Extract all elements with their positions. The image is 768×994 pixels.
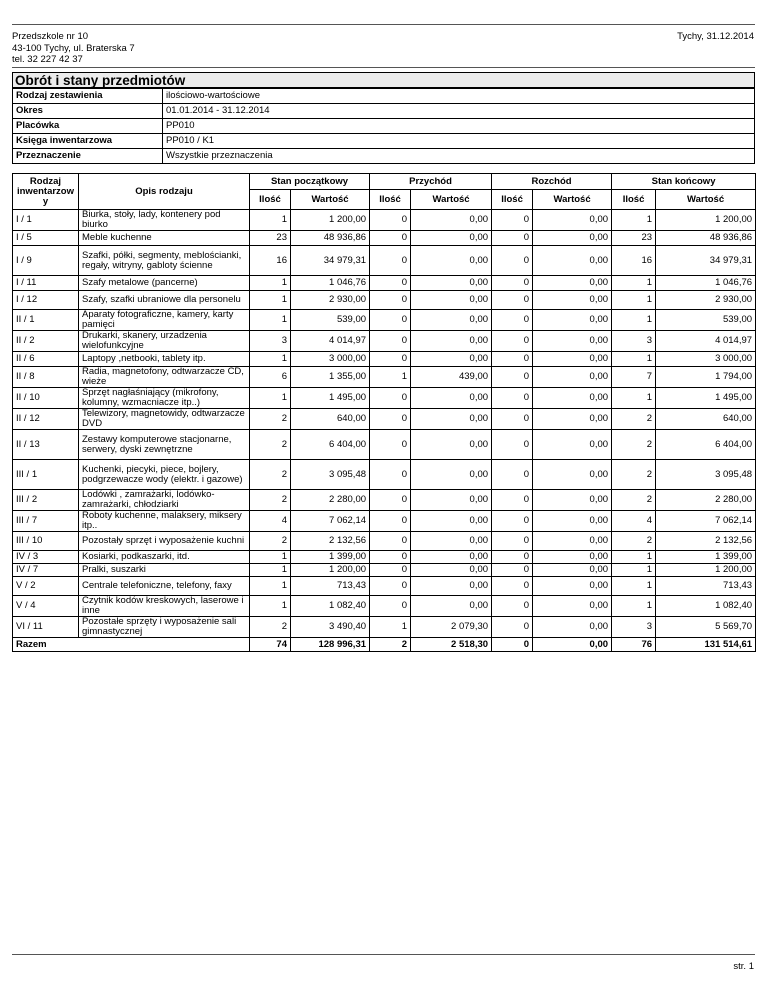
cell-kod: V / 2 (13, 577, 79, 596)
cell-ilosc: 2 (612, 460, 656, 490)
cell-ilosc: 0 (370, 310, 411, 331)
cell-opis: Aparaty fotograficzne, kamery, karty pamięci (79, 310, 250, 331)
table-row (13, 596, 756, 617)
total-wartosc: 131 514,61 (656, 638, 756, 652)
cell-wartosc: 0,00 (411, 490, 492, 511)
cell-wartosc: 0,00 (411, 532, 492, 551)
cell-wartosc: 1 082,40 (656, 596, 756, 617)
cell-wartosc: 1 200,00 (656, 564, 756, 577)
cell-wartosc: 1 495,00 (291, 388, 370, 409)
cell-wartosc: 1 399,00 (291, 551, 370, 564)
cell-opis: Szafy metalowe (pancerne) (79, 276, 250, 291)
cell-kod: II / 8 (13, 367, 79, 388)
cell-wartosc: 1 399,00 (656, 551, 756, 564)
table-row (13, 210, 756, 231)
cell-wartosc: 713,43 (656, 577, 756, 596)
org-name: Przedszkole nr 10 (12, 31, 89, 42)
cell-wartosc: 0,00 (533, 551, 612, 564)
cell-wartosc: 0,00 (533, 596, 612, 617)
cell-wartosc: 0,00 (411, 577, 492, 596)
cell-wartosc: 48 936,86 (656, 231, 756, 246)
cell-ilosc: 1 (250, 352, 291, 367)
cell-kod: II / 12 (13, 409, 79, 430)
cell-ilosc: 23 (250, 231, 291, 246)
cell-ilosc: 1 (250, 210, 291, 231)
cell-ilosc: 4 (250, 511, 291, 532)
cell-wartosc: 1 046,76 (656, 276, 756, 291)
cell-kod: II / 6 (13, 352, 79, 367)
info-value: PP010 / K1 (163, 134, 755, 149)
info-value: ilościowo-wartościowe (163, 89, 755, 104)
cell-opis: Kuchenki, piecyki, piece, bojlery, podgrzewacze wody (elektr. i gazowe) (79, 460, 250, 490)
cell-ilosc: 1 (612, 352, 656, 367)
cell-wartosc: 0,00 (533, 532, 612, 551)
cell-wartosc: 0,00 (411, 409, 492, 430)
cell-kod: III / 7 (13, 511, 79, 532)
cell-opis: Pozostałe sprzęty i wyposażenie sali gimnastycznej (79, 617, 250, 638)
table-row (13, 276, 756, 291)
cell-wartosc: 640,00 (291, 409, 370, 430)
cell-ilosc: 0 (492, 367, 533, 388)
header-rule (12, 67, 755, 68)
cell-ilosc: 16 (250, 246, 291, 276)
cell-wartosc: 0,00 (411, 291, 492, 310)
cell-ilosc: 1 (250, 291, 291, 310)
cell-wartosc: 0,00 (533, 352, 612, 367)
cell-ilosc: 2 (612, 430, 656, 460)
cell-wartosc: 0,00 (411, 231, 492, 246)
cell-wartosc: 0,00 (533, 460, 612, 490)
cell-ilosc: 16 (612, 246, 656, 276)
cell-wartosc: 7 062,14 (656, 511, 756, 532)
cell-ilosc: 0 (492, 430, 533, 460)
group-header-przychod: Przychód (370, 174, 492, 190)
cell-wartosc: 0,00 (533, 409, 612, 430)
info-value: PP010 (163, 119, 755, 134)
table-row (13, 409, 756, 430)
cell-wartosc: 0,00 (411, 596, 492, 617)
cell-ilosc: 0 (370, 291, 411, 310)
cell-wartosc: 0,00 (533, 511, 612, 532)
cell-wartosc: 3 000,00 (291, 352, 370, 367)
org-phone: tel. 32 227 42 37 (12, 54, 83, 65)
info-label: Okres (13, 104, 163, 119)
cell-wartosc: 1 082,40 (291, 596, 370, 617)
table-row (13, 352, 756, 367)
cell-wartosc: 0,00 (533, 231, 612, 246)
col-header-wartosc: Wartość (656, 190, 756, 210)
cell-wartosc: 640,00 (656, 409, 756, 430)
cell-wartosc: 0,00 (533, 430, 612, 460)
cell-ilosc: 2 (612, 409, 656, 430)
cell-ilosc: 1 (250, 577, 291, 596)
cell-ilosc: 0 (492, 388, 533, 409)
cell-wartosc: 0,00 (533, 276, 612, 291)
col-header-ilosc: Ilość (370, 190, 411, 210)
cell-wartosc: 0,00 (533, 577, 612, 596)
cell-opis: Meble kuchenne (79, 231, 250, 246)
cell-wartosc: 0,00 (411, 210, 492, 231)
cell-wartosc: 1 200,00 (291, 564, 370, 577)
table-row (13, 367, 756, 388)
group-header-stan-koncowy: Stan końcowy (612, 174, 756, 190)
cell-ilosc: 0 (492, 596, 533, 617)
cell-ilosc: 0 (370, 596, 411, 617)
cell-ilosc: 0 (370, 577, 411, 596)
cell-opis: Biurka, stoły, lady, kontenery pod biurko (79, 210, 250, 231)
cell-ilosc: 0 (492, 617, 533, 638)
info-row (13, 134, 755, 149)
cell-ilosc: 0 (492, 551, 533, 564)
cell-kod: I / 5 (13, 231, 79, 246)
table-row (13, 490, 756, 511)
cell-ilosc: 1 (612, 276, 656, 291)
cell-wartosc: 439,00 (411, 367, 492, 388)
table-row (13, 577, 756, 596)
cell-ilosc: 1 (250, 276, 291, 291)
cell-wartosc: 0,00 (533, 210, 612, 231)
cell-wartosc: 5 569,70 (656, 617, 756, 638)
cell-ilosc: 0 (370, 532, 411, 551)
cell-wartosc: 2 132,56 (291, 532, 370, 551)
cell-ilosc: 2 (612, 532, 656, 551)
cell-wartosc: 4 014,97 (291, 331, 370, 352)
col-header-ilosc: Ilość (250, 190, 291, 210)
cell-ilosc: 1 (250, 564, 291, 577)
cell-kod: V / 4 (13, 596, 79, 617)
cell-wartosc: 1 200,00 (656, 210, 756, 231)
cell-wartosc: 2 079,30 (411, 617, 492, 638)
cell-ilosc: 2 (612, 490, 656, 511)
cell-wartosc: 0,00 (411, 564, 492, 577)
cell-ilosc: 0 (492, 409, 533, 430)
cell-ilosc: 1 (612, 310, 656, 331)
cell-ilosc: 0 (492, 291, 533, 310)
cell-opis: Telewizory, magnetowidy, odtwarzacze DVD (79, 409, 250, 430)
cell-kod: II / 13 (13, 430, 79, 460)
cell-wartosc: 1 355,00 (291, 367, 370, 388)
cell-ilosc: 3 (612, 617, 656, 638)
total-wartosc: 2 518,30 (411, 638, 492, 652)
cell-ilosc: 0 (370, 210, 411, 231)
cell-ilosc: 0 (370, 246, 411, 276)
cell-ilosc: 2 (250, 409, 291, 430)
cell-wartosc: 0,00 (533, 564, 612, 577)
cell-kod: I / 11 (13, 276, 79, 291)
cell-wartosc: 3 095,48 (656, 460, 756, 490)
info-label: Rodzaj zestawienia (13, 89, 163, 104)
cell-wartosc: 0,00 (411, 276, 492, 291)
cell-ilosc: 2 (250, 617, 291, 638)
cell-opis: Radia, magnetofony, odtwarzacze CD, wieże (79, 367, 250, 388)
cell-wartosc: 4 014,97 (656, 331, 756, 352)
cell-ilosc: 3 (250, 331, 291, 352)
cell-wartosc: 2 930,00 (291, 291, 370, 310)
cell-ilosc: 0 (492, 564, 533, 577)
cell-wartosc: 0,00 (533, 331, 612, 352)
cell-ilosc: 0 (370, 564, 411, 577)
cell-opis: Roboty kuchenne, malaksery, miksery itp.. (79, 511, 250, 532)
cell-wartosc: 0,00 (411, 352, 492, 367)
cell-kod: I / 12 (13, 291, 79, 310)
cell-ilosc: 6 (250, 367, 291, 388)
info-row (13, 89, 755, 104)
cell-ilosc: 0 (492, 331, 533, 352)
group-header-stan-poczatkowy: Stan początkowy (250, 174, 370, 190)
org-address: 43-100 Tychy, ul. Braterska 7 (12, 42, 135, 54)
cell-ilosc: 1 (370, 367, 411, 388)
cell-ilosc: 1 (612, 564, 656, 577)
cell-wartosc: 0,00 (411, 388, 492, 409)
cell-ilosc: 1 (612, 291, 656, 310)
cell-ilosc: 0 (492, 511, 533, 532)
cell-ilosc: 2 (250, 430, 291, 460)
cell-ilosc: 0 (370, 331, 411, 352)
total-ilosc: 76 (612, 638, 656, 652)
table-row (13, 564, 756, 577)
cell-ilosc: 0 (492, 577, 533, 596)
cell-wartosc: 3 000,00 (656, 352, 756, 367)
table-row (13, 246, 756, 276)
total-ilosc: 2 (370, 638, 411, 652)
cell-ilosc: 1 (250, 388, 291, 409)
cell-wartosc: 1 200,00 (291, 210, 370, 231)
cell-ilosc: 0 (370, 276, 411, 291)
table-row (13, 551, 756, 564)
cell-wartosc: 1 495,00 (656, 388, 756, 409)
cell-wartosc: 0,00 (411, 331, 492, 352)
cell-ilosc: 0 (492, 231, 533, 246)
total-row (13, 638, 756, 652)
cell-kod: I / 9 (13, 246, 79, 276)
cell-wartosc: 7 062,14 (291, 511, 370, 532)
info-value: Wszystkie przeznaczenia (163, 149, 755, 164)
cell-wartosc: 0,00 (411, 460, 492, 490)
cell-wartosc: 48 936,86 (291, 231, 370, 246)
cell-wartosc: 713,43 (291, 577, 370, 596)
col-header-wartosc: Wartość (411, 190, 492, 210)
info-row (13, 104, 755, 119)
cell-ilosc: 0 (370, 490, 411, 511)
col-header-opis: Opis rodzaju (79, 174, 250, 210)
cell-wartosc: 1 046,76 (291, 276, 370, 291)
info-row (13, 119, 755, 134)
group-header-rozchod: Rozchód (492, 174, 612, 190)
cell-wartosc: 0,00 (411, 246, 492, 276)
cell-wartosc: 0,00 (533, 246, 612, 276)
cell-ilosc: 0 (492, 490, 533, 511)
col-header-ilosc: Ilość (612, 190, 656, 210)
report-info-table (12, 88, 755, 164)
cell-opis: Szafki, półki, segmenty, meblościanki, regały, witryny, gabloty ścienne (79, 246, 250, 276)
top-rule (12, 24, 755, 25)
cell-wartosc: 0,00 (533, 617, 612, 638)
inventory-table (12, 173, 756, 652)
cell-ilosc: 2 (250, 532, 291, 551)
cell-ilosc: 0 (492, 310, 533, 331)
place-date: Tychy, 31.12.2014 (677, 31, 754, 42)
cell-kod: II / 2 (13, 331, 79, 352)
total-wartosc: 0,00 (533, 638, 612, 652)
cell-wartosc: 0,00 (533, 388, 612, 409)
cell-ilosc: 0 (492, 352, 533, 367)
cell-wartosc: 34 979,31 (656, 246, 756, 276)
col-header-kod: Rodzaj inwentarzow y (13, 174, 79, 210)
cell-wartosc: 539,00 (291, 310, 370, 331)
total-ilosc: 0 (492, 638, 533, 652)
cell-ilosc: 0 (492, 210, 533, 231)
cell-wartosc: 3 490,40 (291, 617, 370, 638)
cell-ilosc: 1 (612, 596, 656, 617)
col-header-wartosc: Wartość (533, 190, 612, 210)
cell-ilosc: 1 (370, 617, 411, 638)
total-ilosc: 74 (250, 638, 291, 652)
cell-wartosc: 1 794,00 (656, 367, 756, 388)
table-row (13, 460, 756, 490)
cell-wartosc: 6 404,00 (656, 430, 756, 460)
cell-ilosc: 0 (370, 409, 411, 430)
cell-wartosc: 0,00 (411, 430, 492, 460)
info-label: Przeznaczenie (13, 149, 163, 164)
cell-ilosc: 1 (612, 551, 656, 564)
cell-ilosc: 1 (250, 310, 291, 331)
cell-ilosc: 4 (612, 511, 656, 532)
cell-ilosc: 1 (612, 577, 656, 596)
cell-kod: IV / 3 (13, 551, 79, 564)
total-wartosc: 128 996,31 (291, 638, 370, 652)
cell-opis: Pralki, suszarki (79, 564, 250, 577)
cell-wartosc: 2 280,00 (291, 490, 370, 511)
cell-opis: Centrale telefoniczne, telefony, faxy (79, 577, 250, 596)
table-row (13, 617, 756, 638)
cell-wartosc: 0,00 (533, 367, 612, 388)
cell-kod: III / 1 (13, 460, 79, 490)
cell-opis: Kosiarki, podkaszarki, itd. (79, 551, 250, 564)
cell-ilosc: 0 (370, 430, 411, 460)
cell-kod: II / 10 (13, 388, 79, 409)
cell-wartosc: 0,00 (411, 551, 492, 564)
table-row (13, 430, 756, 460)
cell-kod: II / 1 (13, 310, 79, 331)
organization-block (12, 31, 135, 66)
cell-kod: III / 10 (13, 532, 79, 551)
table-row (13, 388, 756, 409)
cell-ilosc: 3 (612, 331, 656, 352)
cell-ilosc: 0 (492, 460, 533, 490)
cell-ilosc: 23 (612, 231, 656, 246)
cell-wartosc: 3 095,48 (291, 460, 370, 490)
cell-wartosc: 0,00 (533, 490, 612, 511)
table-row (13, 291, 756, 310)
cell-opis: Pozostały sprzęt i wyposażenie kuchni (79, 532, 250, 551)
col-header-ilosc: Ilość (492, 190, 533, 210)
cell-ilosc: 0 (492, 532, 533, 551)
table-row (13, 310, 756, 331)
cell-ilosc: 0 (370, 388, 411, 409)
cell-ilosc: 0 (370, 551, 411, 564)
info-label: Placówka (13, 119, 163, 134)
table-row (13, 532, 756, 551)
cell-wartosc: 0,00 (533, 310, 612, 331)
cell-kod: III / 2 (13, 490, 79, 511)
cell-wartosc: 2 132,56 (656, 532, 756, 551)
cell-opis: Lodówki , zamrażarki, lodówko-zamrażarki, chłodziarki (79, 490, 250, 511)
cell-ilosc: 0 (370, 231, 411, 246)
cell-wartosc: 6 404,00 (291, 430, 370, 460)
table-row (13, 231, 756, 246)
cell-kod: VI / 11 (13, 617, 79, 638)
footer-rule (12, 954, 755, 955)
page-number: str. 1 (733, 961, 754, 972)
cell-opis: Sprzęt nagłaśniający (mikrofony, kolumny, wzmacniacze itp..) (79, 388, 250, 409)
info-value: 01.01.2014 - 31.12.2014 (163, 104, 755, 119)
cell-opis: Zestawy komputerowe stacjonarne, serwery, dyski zewnętrzne (79, 430, 250, 460)
cell-ilosc: 0 (370, 511, 411, 532)
table-row (13, 331, 756, 352)
cell-kod: I / 1 (13, 210, 79, 231)
cell-ilosc: 7 (612, 367, 656, 388)
total-label: Razem (13, 638, 250, 652)
col-header-wartosc: Wartość (291, 190, 370, 210)
cell-wartosc: 34 979,31 (291, 246, 370, 276)
cell-wartosc: 0,00 (411, 511, 492, 532)
cell-ilosc: 0 (370, 352, 411, 367)
cell-ilosc: 1 (250, 551, 291, 564)
cell-wartosc: 2 280,00 (656, 490, 756, 511)
cell-kod: IV / 7 (13, 564, 79, 577)
report-title: Obrót i stany przedmiotów (12, 72, 755, 88)
cell-ilosc: 0 (370, 460, 411, 490)
cell-opis: Szafy, szafki ubraniowe dla personelu (79, 291, 250, 310)
table-row (13, 511, 756, 532)
cell-opis: Drukarki, skanery, urzadzenia wielofunkcyjne (79, 331, 250, 352)
cell-ilosc: 0 (492, 246, 533, 276)
cell-ilosc: 1 (612, 210, 656, 231)
cell-wartosc: 0,00 (411, 310, 492, 331)
cell-opis: Czytnik kodów kreskowych, laserowe i inne (79, 596, 250, 617)
cell-wartosc: 539,00 (656, 310, 756, 331)
cell-ilosc: 2 (250, 490, 291, 511)
cell-ilosc: 0 (492, 276, 533, 291)
cell-wartosc: 2 930,00 (656, 291, 756, 310)
cell-ilosc: 1 (250, 596, 291, 617)
info-row (13, 149, 755, 164)
info-label: Księga inwentarzowa (13, 134, 163, 149)
cell-ilosc: 2 (250, 460, 291, 490)
cell-ilosc: 1 (612, 388, 656, 409)
cell-wartosc: 0,00 (533, 291, 612, 310)
cell-opis: Laptopy ,netbooki, tablety itp. (79, 352, 250, 367)
